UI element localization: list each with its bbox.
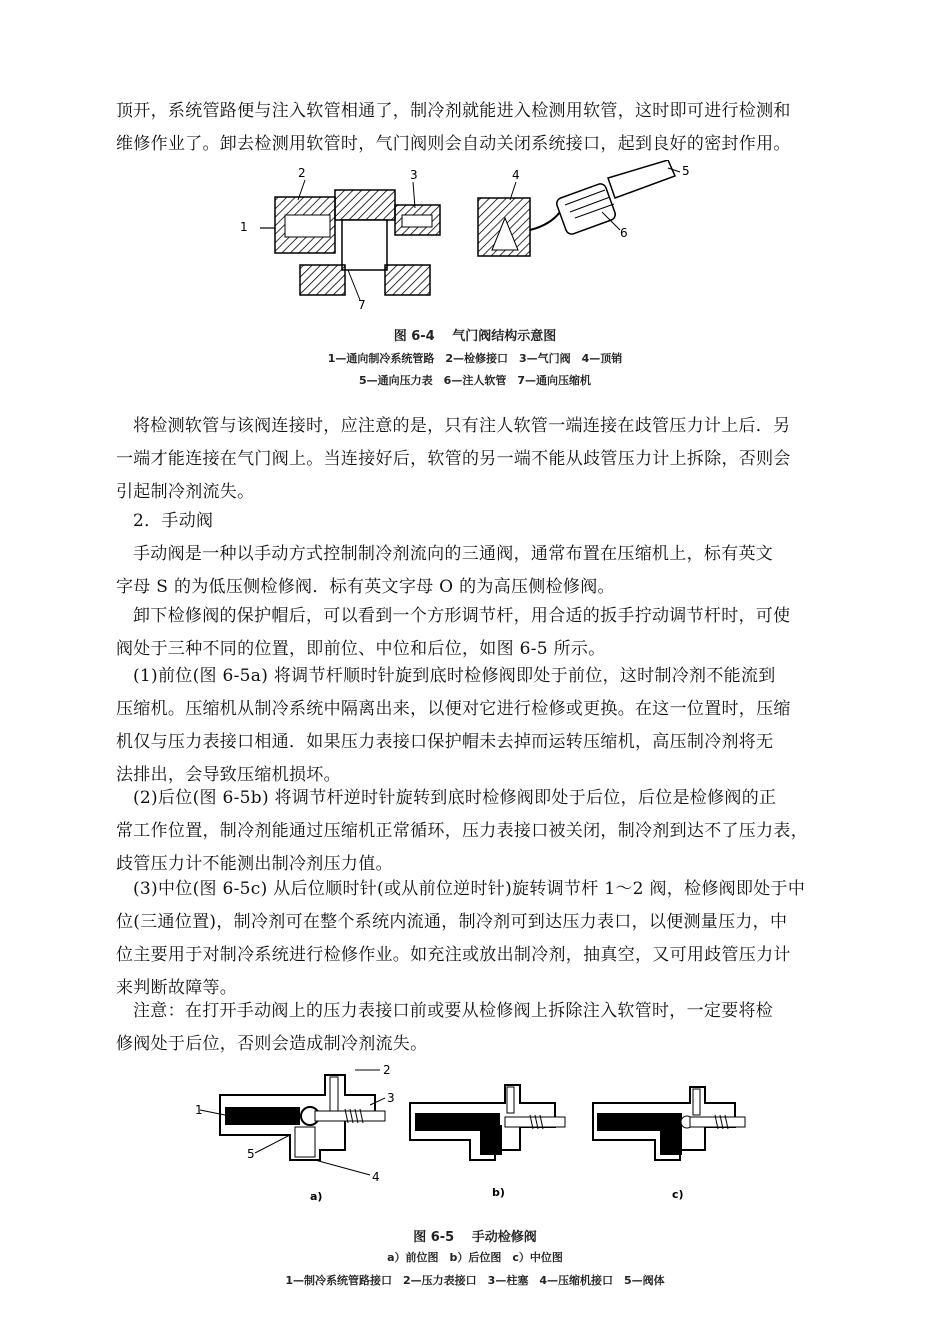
figure-6-5-legend: 1—制冷系统管路接口 2—压力表接口 3—柱塞 4—压缩机接口 5—阀体 bbox=[285, 1274, 665, 1287]
text-line: 歧管压力计不能测出制冷剂压力值。 bbox=[116, 854, 393, 874]
paragraph-valve-positions bbox=[116, 600, 840, 666]
text-line: (1)前位(图 6-5a) 将调节杆顺时针旋到底时检修阀即处于前位，这时制冷剂不能流到 bbox=[133, 666, 776, 686]
text-line: 字母 S 的为低压侧检修阀．标有英文字母 O 的为高压侧检修阀。 bbox=[116, 577, 615, 597]
text-line: 修阀处于后位，否则会造成制冷剂流失。 bbox=[116, 1034, 428, 1054]
text-line: 位(三通位置)，制冷剂可在整个系统内流通，制冷剂可到达压力表口，以便测量压力，中 bbox=[116, 912, 788, 932]
manual-valve-drawing bbox=[195, 1065, 755, 1185]
paragraph-caution-note bbox=[116, 995, 840, 1061]
subfigure-label-a: a) bbox=[310, 1190, 323, 1203]
valve-back-position bbox=[410, 1085, 565, 1160]
text-line: 机仅与压力表接口相通．如果压力表接口保护帽未去掉而运转压缩机，高压制冷剂将无 bbox=[116, 732, 774, 752]
paragraph-back-position bbox=[116, 782, 840, 881]
callout-1: 1 bbox=[195, 1103, 203, 1117]
callout-3: 3 bbox=[410, 168, 418, 182]
callout-5: 5 bbox=[682, 164, 690, 178]
figure-6-4-caption: 图 6-4 气门阀结构示意图 bbox=[393, 329, 557, 344]
text-line: (3)中位(图 6-5c) 从后位顺时针(或从前位逆时针)旋转调节杆 1～2 阀，检修阀即处于中 bbox=[133, 879, 806, 899]
text-line: 阀处于三种不同的位置，即前位、中位和后位，如图 6-5 所示。 bbox=[116, 639, 606, 659]
paragraph-middle-position bbox=[116, 873, 840, 1005]
text-line: 将检测软管与该阀连接时，应注意的是，只有注人软管一端连接在歧管压力计上后．另 bbox=[133, 416, 791, 436]
section-heading-manual-valve: 2．手动阀 bbox=[133, 511, 214, 531]
text-line: 来判断故障等。 bbox=[116, 978, 238, 998]
text-line: 一端才能连接在气门阀上。当连接好后，软管的另一端不能从歧管压力计上拆除，否则会 bbox=[116, 449, 791, 469]
figure-6-5-caption: 图 6-5 手动检修阀 bbox=[413, 1230, 537, 1245]
callout-2: 2 bbox=[383, 1063, 391, 1077]
figure-6-4-valve-diagram bbox=[230, 160, 710, 320]
figure-6-5-subcaption: a）前位图 b）后位图 c）中位图 bbox=[387, 1251, 563, 1264]
subfigure-label-c: c) bbox=[672, 1188, 684, 1201]
text-line: (2)后位(图 6-5b) 将调节杆逆时针旋转到底时检修阀即处于后位，后位是检修阀的正 bbox=[133, 788, 777, 808]
text-line: 顶开，系统管路便与注入软管相通了，制冷剂就能进入检测用软管，这时即可进行检测和 bbox=[116, 101, 791, 121]
figure-6-5-manual-valve bbox=[195, 1065, 755, 1185]
text-line: 手动阀是一种以手动方式控制制冷剂流向的三通阀，通常布置在压缩机上，标有英文 bbox=[133, 544, 774, 564]
figure-6-4-legend-line-1: 1—通向制冷系统管路 2—检修接口 3—气门阀 4—顶销 bbox=[327, 352, 623, 365]
valve-middle-position bbox=[593, 1087, 745, 1160]
callout-4: 4 bbox=[512, 168, 520, 182]
text-line: 卸下检修阀的保护帽后，可以看到一个方形调节杆，用合适的扳手拧动调节杆时，可使 bbox=[133, 606, 791, 626]
paragraph-hose-connection bbox=[116, 410, 840, 509]
text-line: 位主要用于对制冷系统进行检修作业。如充注或放出制冷剂，抽真空，又可用歧管压力计 bbox=[116, 945, 791, 965]
callout-5: 5 bbox=[247, 1147, 255, 1161]
paragraph-intro-continued bbox=[116, 95, 840, 161]
text-line: 注意：在打开手动阀上的压力表接口前或要从检修阀上拆除注入软管时，一定要将检 bbox=[133, 1001, 774, 1021]
text-line: 压缩机。压缩机从制冷系统中隔离出来，以便对它进行检修或更换。在这一位置时，压缩 bbox=[116, 699, 791, 719]
callout-7: 7 bbox=[358, 298, 366, 312]
callout-2: 2 bbox=[298, 166, 306, 180]
callout-1: 1 bbox=[240, 220, 248, 234]
paragraph-front-position bbox=[116, 660, 840, 792]
callout-4: 4 bbox=[372, 1170, 380, 1184]
paragraph-manual-valve-definition bbox=[116, 538, 840, 604]
text-line: 法排出，会导致压缩机损坏。 bbox=[116, 765, 341, 785]
text-line: 维修作业了。卸去检测用软管时，气门阀则会自动关闭系统接口，起到良好的密封作用。 bbox=[116, 134, 791, 154]
callout-6: 6 bbox=[620, 226, 628, 240]
text-line: 引起制冷剂流失。 bbox=[116, 482, 255, 502]
callout-3: 3 bbox=[387, 1091, 395, 1105]
subfigure-label-b: b) bbox=[492, 1186, 505, 1199]
figure-6-4-legend-line-2: 5—通向压力表 6—注人软管 7—通向压缩机 bbox=[359, 374, 591, 387]
valve-front-position bbox=[200, 1070, 385, 1175]
text-line: 常工作位置，制冷剂能通过压缩机正常循环，压力表接口被关闭，制冷剂到达不了压力表， bbox=[116, 821, 808, 841]
valve-structure-drawing bbox=[230, 160, 710, 320]
